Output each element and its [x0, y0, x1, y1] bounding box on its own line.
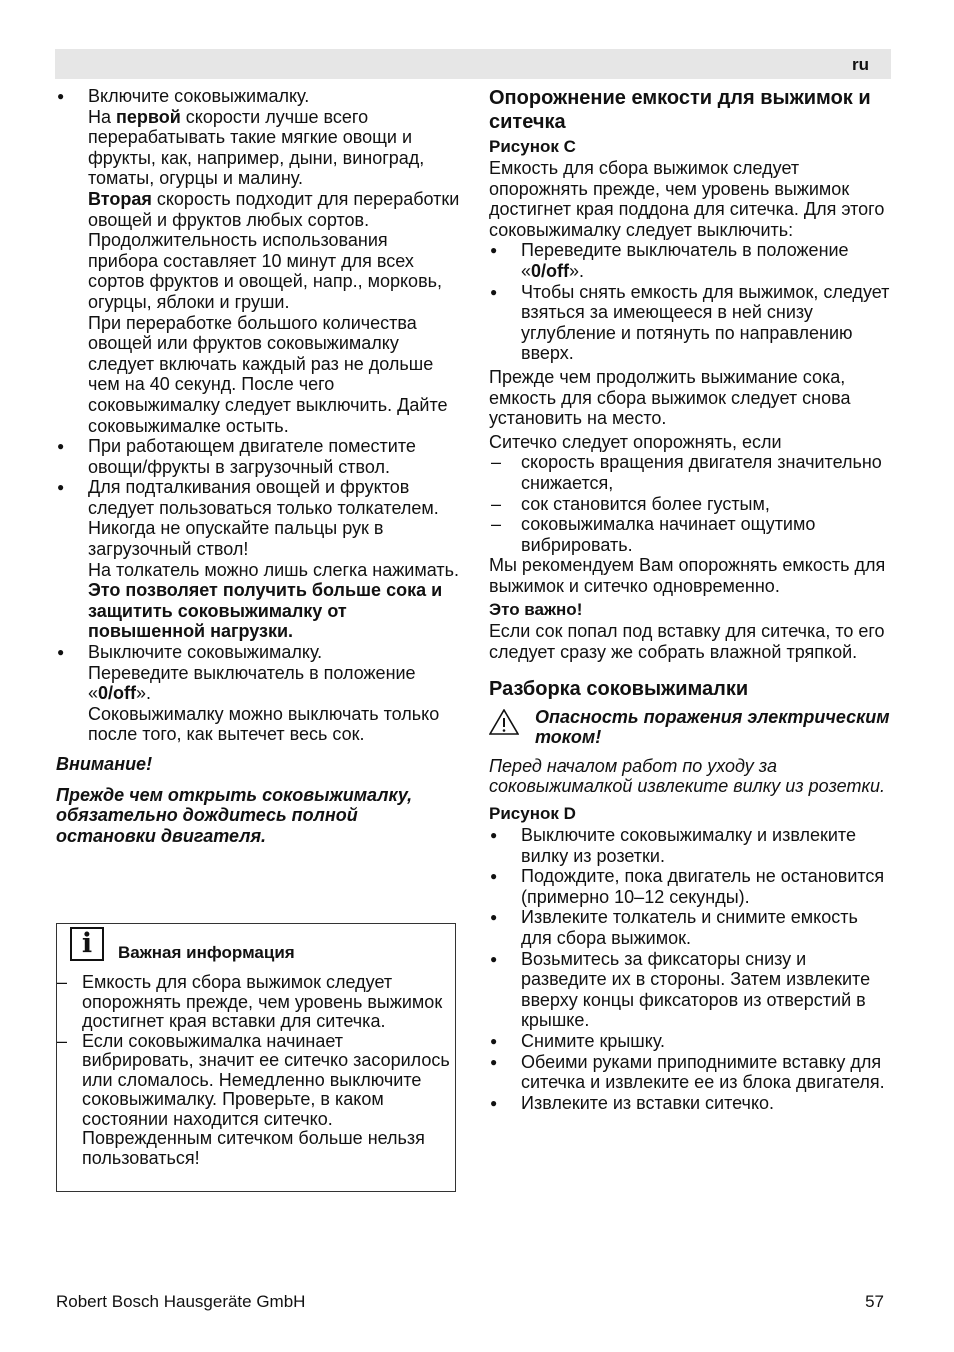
disassembly-step: ● Обеими руками приподнимите вставку для ситечка и извлеките ее из блока двигателя.	[489, 1052, 893, 1093]
bold-off: 0/off	[98, 683, 137, 704]
condition-item: – соковыжималка начинает ощутимо вибрировать.	[489, 514, 893, 555]
bold-second: Вторая	[88, 188, 152, 209]
bullet-text: ● Выключите соковыжималку.	[88, 642, 323, 663]
figure-c-label: Рисунок C	[489, 137, 576, 156]
text-fragment: ».	[569, 260, 585, 281]
text-fragment: Переведите выключатель в положение «	[521, 240, 849, 281]
important-heading: Это важно!	[489, 600, 583, 620]
bold-off: 0/off	[531, 260, 570, 281]
pusher-benefit: Это позволяет получить больше сока и защитить соковыжималку от повышенной нагрузки.	[88, 580, 443, 642]
emptying-step	[489, 282, 893, 364]
emptying-intro: Емкость для сбора выжимок следует опорожнять прежде, чем уровень выжимок достигнет края поддона для ситечка. Для этого соковыжималку следует выключить:	[489, 158, 885, 240]
important-text: Если сок попал под вставку для ситечка, то его следует сразу же собрать влажной тряпкой.	[489, 621, 885, 663]
warning-text: Перед началом работ по уходу за соковыжималкой извлеките вилку из розетки.	[489, 755, 885, 797]
disassembly-step: ● Выключите соковыжималку и извлеките вилку из розетки.	[489, 825, 893, 866]
disassembly-step: ● Возьмитесь за фиксаторы снизу и разведите их в стороны. Затем извлеките вверху концы фиксаторов из отверстий в крышке.	[489, 949, 893, 1031]
info-list	[55, 973, 455, 1168]
first-speed-text	[88, 107, 460, 189]
important-info-box	[56, 923, 456, 1192]
pusher-note: На толкатель можно лишь слегка нажимать.	[88, 559, 459, 580]
warning-triangle-icon	[489, 709, 519, 735]
info-item: – Емкость для сбора выжимок следует опорожнять прежде, чем уровень выжимок достигнет края вставки для ситечка.	[55, 973, 455, 1032]
section-heading-disassembly: Разборка соковыжималки	[489, 677, 749, 700]
disassembly-step: ● Извлеките толкатель и снимите емкость для сбора выжимок.	[489, 907, 893, 948]
text-fragment: Переведите выключатель в положение «	[88, 662, 416, 704]
instruction-pusher	[56, 477, 460, 642]
text-fragment: ».	[136, 683, 152, 704]
step-text	[521, 240, 893, 281]
info-box-title: Важная информация	[118, 943, 295, 962]
bold-first: первой	[116, 106, 181, 127]
info-icon: i	[70, 927, 104, 961]
bullet-text: ● При работающем двигателе поместите овощи/фрукты в загрузочный ствол.	[88, 436, 416, 477]
right-column	[489, 86, 893, 1113]
instruction-switch-on	[56, 86, 460, 436]
language-header-bar	[55, 49, 891, 79]
condition-item: – сок становится более густым,	[489, 494, 893, 515]
text-fragment: скорости лучше всего перерабатывать такие мягкие овощи и фрукты, как, например, дыни, виноград, томаты, огурцы и малину.	[88, 106, 425, 189]
info-item: – Если соковыжималка начинает вибрировать, значит ее ситечко засорилось или сломалось. Немедленно выключите соковыжималку. Проверьте, в каком состоянии находится ситечко. Поврежденным ситечком больше нельзя пользоваться!	[55, 1032, 455, 1169]
attention-text: Прежде чем открыть соковыжималку, обязательно дождитесь полной остановки двигателя.	[56, 784, 413, 846]
instruction-insert	[56, 436, 460, 477]
large-quantity-text: При переработке большого количества овощей или фруктов соковыжималку следует включать каждый раз не дольше чем на 40 секунд. После чего соковыжималку следует выключить. Дайте соковыжималке остыть.	[88, 312, 448, 436]
switch-off-note: Соковыжималку можно выключать только после того, как вытечет весь сок.	[88, 703, 440, 745]
bullet-text: ● Включите соковыжималку.	[88, 86, 310, 106]
disassembly-step: ● Снимите крышку.	[489, 1031, 893, 1052]
strainer-condition-intro: Ситечко следует опорожнять, если	[489, 431, 782, 452]
emptying-step	[489, 240, 893, 281]
bullet-text: ● Для подталкивания овощей и фруктов следует пользоваться только толкателем. Никогда не опускайте пальцы рук в загрузочный ствол!	[88, 477, 439, 560]
warning-title: Опасность поражения электрическим током!	[535, 706, 890, 748]
recommendation-text: Мы рекомендуем Вам опорожнять емкость для выжимок и ситечко одновременно.	[489, 555, 886, 596]
second-speed-text	[88, 189, 460, 230]
left-column	[56, 86, 460, 846]
instruction-switch-off	[56, 642, 460, 745]
section-heading-emptying: Опорожнение емкости для выжимок и ситечка	[489, 87, 871, 133]
electric-shock-warning	[489, 707, 893, 748]
condition-item: – скорость вращения двигателя значительно снижается,	[489, 452, 893, 493]
attention-heading: Внимание!	[56, 754, 153, 774]
step-text: ● Чтобы снять емкость для выжимок, следует взяться за имеющееся в ней снизу углубление и потянуть по направлению вверх.	[521, 281, 890, 364]
figure-d-label: Рисунок D	[489, 804, 576, 824]
page-number: 57	[865, 1292, 884, 1311]
language-code: ru	[852, 55, 869, 74]
text-fragment: скорость подходит для переработки овощей и фруктов любых сортов.	[88, 188, 460, 230]
footer-company: Robert Bosch Hausgeräte GmbH	[56, 1292, 306, 1311]
switch-position-text	[88, 663, 460, 704]
disassembly-step: ● Подождите, пока двигатель не остановится (примерно 10–12 секунды).	[489, 866, 893, 907]
continue-text: Прежде чем продолжить выжимание сока, емкость для сбора выжимок следует снова установить на место.	[489, 366, 851, 429]
text-fragment: На	[88, 106, 117, 127]
disassembly-step: ● Извлеките из вставки ситечко.	[489, 1093, 893, 1114]
duration-text: Продолжительность использования прибора составляет 10 минут для всех сортов фруктов и овощей, напр., морковь, огурцы, яблоки и груши.	[88, 230, 443, 312]
